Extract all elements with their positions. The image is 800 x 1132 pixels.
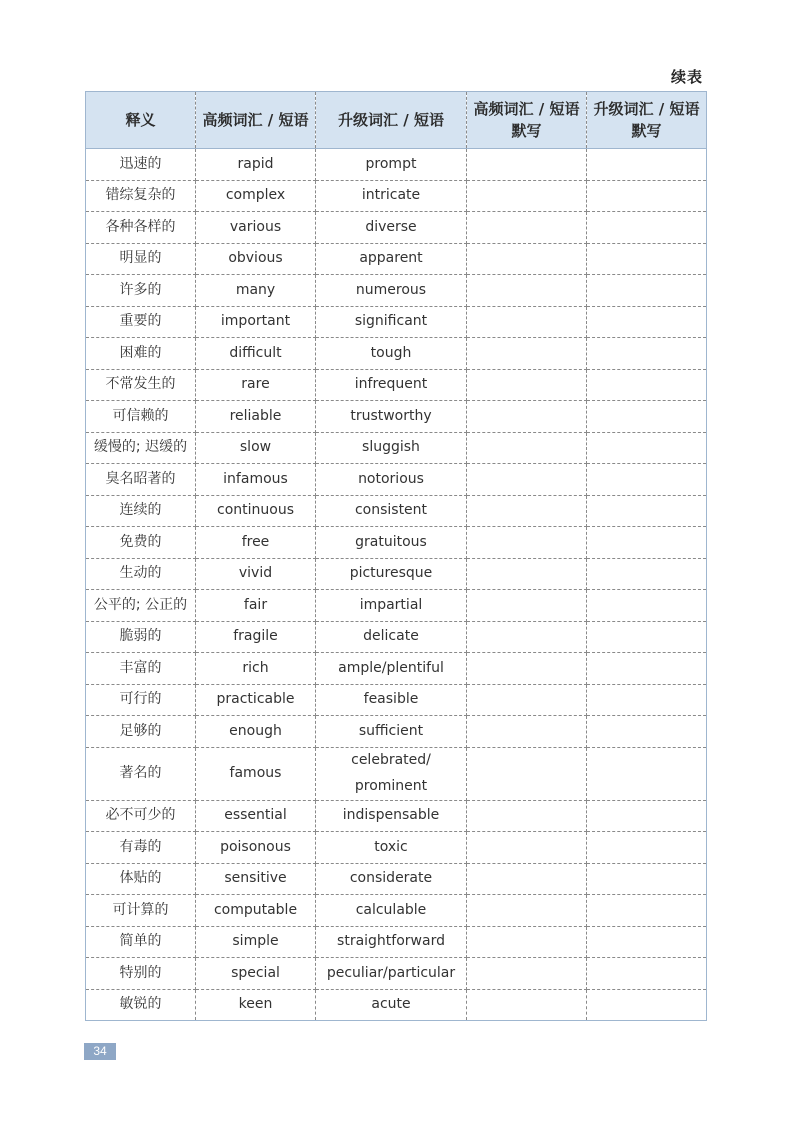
upgrade-cell: tough	[316, 338, 467, 370]
column-header-upgrade-dictation: 升级词汇 / 短语 默写	[587, 92, 707, 149]
high-frequency-cell: infamous	[196, 464, 316, 496]
high-frequency-cell: rare	[196, 369, 316, 401]
upgrade-dictation-cell[interactable]	[587, 464, 707, 496]
high-frequency-cell: practicable	[196, 684, 316, 716]
high-frequency-cell: enough	[196, 716, 316, 748]
vocabulary-table	[85, 91, 707, 1021]
table-row	[86, 989, 707, 1021]
upgrade-dictation-cell[interactable]	[587, 747, 707, 800]
upgrade-cell: ample/plentiful	[316, 653, 467, 685]
table-row	[86, 464, 707, 496]
high-frequency-cell: reliable	[196, 401, 316, 433]
high-frequency-dictation-cell[interactable]	[467, 926, 587, 958]
meaning-cell: 必不可少的	[86, 800, 196, 832]
upgrade-dictation-cell[interactable]	[587, 832, 707, 864]
high-frequency-cell: free	[196, 527, 316, 559]
high-frequency-cell: simple	[196, 926, 316, 958]
high-frequency-dictation-cell[interactable]	[467, 401, 587, 433]
upgrade-dictation-cell[interactable]	[587, 800, 707, 832]
high-frequency-dictation-cell[interactable]	[467, 306, 587, 338]
column-header-upgrade: 升级词汇 / 短语	[316, 92, 467, 149]
meaning-cell: 生动的	[86, 558, 196, 590]
high-frequency-dictation-cell[interactable]	[467, 212, 587, 244]
meaning-cell: 可计算的	[86, 895, 196, 927]
high-frequency-cell: obvious	[196, 243, 316, 275]
upgrade-cell: consistent	[316, 495, 467, 527]
upgrade-dictation-cell[interactable]	[587, 275, 707, 307]
high-frequency-dictation-cell[interactable]	[467, 464, 587, 496]
table-row	[86, 926, 707, 958]
meaning-cell: 敏锐的	[86, 989, 196, 1021]
upgrade-cell: indispensable	[316, 800, 467, 832]
upgrade-cell: celebrated/ prominent	[316, 747, 467, 800]
table-row	[86, 800, 707, 832]
table-header-row	[86, 92, 707, 149]
upgrade-dictation-cell[interactable]	[587, 895, 707, 927]
meaning-cell: 脆弱的	[86, 621, 196, 653]
meaning-cell: 有毒的	[86, 832, 196, 864]
table-row	[86, 432, 707, 464]
high-frequency-dictation-cell[interactable]	[467, 684, 587, 716]
meaning-cell: 足够的	[86, 716, 196, 748]
high-frequency-cell: fragile	[196, 621, 316, 653]
table-body	[86, 149, 707, 1021]
high-frequency-dictation-cell[interactable]	[467, 989, 587, 1021]
high-frequency-cell: famous	[196, 747, 316, 800]
upgrade-dictation-cell[interactable]	[587, 401, 707, 433]
table-row	[86, 716, 707, 748]
table-row	[86, 306, 707, 338]
upgrade-dictation-cell[interactable]	[587, 432, 707, 464]
high-frequency-dictation-cell[interactable]	[467, 863, 587, 895]
table-row	[86, 495, 707, 527]
high-frequency-dictation-cell[interactable]	[467, 495, 587, 527]
upgrade-dictation-cell[interactable]	[587, 863, 707, 895]
upgrade-cell: diverse	[316, 212, 467, 244]
upgrade-dictation-cell[interactable]	[587, 590, 707, 622]
high-frequency-cell: special	[196, 958, 316, 990]
meaning-cell: 特别的	[86, 958, 196, 990]
upgrade-cell: peculiar/particular	[316, 958, 467, 990]
upgrade-cell: significant	[316, 306, 467, 338]
meaning-cell: 许多的	[86, 275, 196, 307]
table-row	[86, 338, 707, 370]
table-row	[86, 149, 707, 181]
high-frequency-cell: poisonous	[196, 832, 316, 864]
upgrade-cell: sufficient	[316, 716, 467, 748]
table-row	[86, 243, 707, 275]
table-row	[86, 747, 707, 800]
continued-label: 续表	[670, 68, 703, 86]
upgrade-cell: infrequent	[316, 369, 467, 401]
upgrade-dictation-cell[interactable]	[587, 958, 707, 990]
upgrade-cell: considerate	[316, 863, 467, 895]
upgrade-dictation-cell[interactable]	[587, 338, 707, 370]
high-frequency-cell: vivid	[196, 558, 316, 590]
upgrade-cell: notorious	[316, 464, 467, 496]
table-row	[86, 621, 707, 653]
high-frequency-cell: sensitive	[196, 863, 316, 895]
page-number: 34	[84, 1043, 116, 1060]
upgrade-dictation-cell[interactable]	[587, 558, 707, 590]
upgrade-dictation-cell[interactable]	[587, 149, 707, 181]
upgrade-cell: picturesque	[316, 558, 467, 590]
meaning-cell: 免费的	[86, 527, 196, 559]
high-frequency-dictation-cell[interactable]	[467, 958, 587, 990]
meaning-cell: 可行的	[86, 684, 196, 716]
high-frequency-cell: rapid	[196, 149, 316, 181]
meaning-cell: 著名的	[86, 747, 196, 800]
high-frequency-cell: essential	[196, 800, 316, 832]
upgrade-cell: acute	[316, 989, 467, 1021]
upgrade-dictation-cell[interactable]	[587, 180, 707, 212]
meaning-cell: 臭名昭著的	[86, 464, 196, 496]
table-row	[86, 558, 707, 590]
high-frequency-dictation-cell[interactable]	[467, 621, 587, 653]
high-frequency-dictation-cell[interactable]	[467, 338, 587, 370]
high-frequency-dictation-cell[interactable]	[467, 747, 587, 800]
high-frequency-cell: fair	[196, 590, 316, 622]
meaning-cell: 可信赖的	[86, 401, 196, 433]
high-frequency-dictation-cell[interactable]	[467, 149, 587, 181]
meaning-cell: 错综复杂的	[86, 180, 196, 212]
column-header-high-frequency-dictation: 高频词汇 / 短语 默写	[467, 92, 587, 149]
table-row	[86, 590, 707, 622]
upgrade-cell: impartial	[316, 590, 467, 622]
table-row	[86, 653, 707, 685]
upgrade-cell: toxic	[316, 832, 467, 864]
high-frequency-cell: keen	[196, 989, 316, 1021]
upgrade-dictation-cell[interactable]	[587, 653, 707, 685]
upgrade-cell: prompt	[316, 149, 467, 181]
meaning-cell: 明显的	[86, 243, 196, 275]
upgrade-cell: sluggish	[316, 432, 467, 464]
table-row	[86, 401, 707, 433]
table-row	[86, 527, 707, 559]
high-frequency-dictation-cell[interactable]	[467, 558, 587, 590]
meaning-cell: 迅速的	[86, 149, 196, 181]
meaning-cell: 体贴的	[86, 863, 196, 895]
upgrade-dictation-cell[interactable]	[587, 212, 707, 244]
table-row	[86, 684, 707, 716]
high-frequency-dictation-cell[interactable]	[467, 832, 587, 864]
meaning-cell: 不常发生的	[86, 369, 196, 401]
upgrade-cell: apparent	[316, 243, 467, 275]
meaning-cell: 缓慢的; 迟缓的	[86, 432, 196, 464]
meaning-cell: 丰富的	[86, 653, 196, 685]
upgrade-dictation-cell[interactable]	[587, 926, 707, 958]
high-frequency-dictation-cell[interactable]	[467, 243, 587, 275]
upgrade-cell: delicate	[316, 621, 467, 653]
table-row	[86, 958, 707, 990]
table-row	[86, 212, 707, 244]
high-frequency-dictation-cell[interactable]	[467, 716, 587, 748]
upgrade-dictation-cell[interactable]	[587, 527, 707, 559]
high-frequency-dictation-cell[interactable]	[467, 590, 587, 622]
high-frequency-dictation-cell[interactable]	[467, 180, 587, 212]
high-frequency-cell: rich	[196, 653, 316, 685]
upgrade-dictation-cell[interactable]	[587, 243, 707, 275]
column-header-high-frequency: 高频词汇 / 短语	[196, 92, 316, 149]
meaning-cell: 简单的	[86, 926, 196, 958]
upgrade-cell: feasible	[316, 684, 467, 716]
upgrade-dictation-cell[interactable]	[587, 621, 707, 653]
high-frequency-cell: computable	[196, 895, 316, 927]
meaning-cell: 困难的	[86, 338, 196, 370]
upgrade-cell: gratuitous	[316, 527, 467, 559]
table-row	[86, 180, 707, 212]
table-row	[86, 895, 707, 927]
high-frequency-cell: various	[196, 212, 316, 244]
meaning-cell: 重要的	[86, 306, 196, 338]
upgrade-dictation-cell[interactable]	[587, 369, 707, 401]
high-frequency-dictation-cell[interactable]	[467, 369, 587, 401]
upgrade-dictation-cell[interactable]	[587, 716, 707, 748]
upgrade-dictation-cell[interactable]	[587, 684, 707, 716]
meaning-cell: 公平的; 公正的	[86, 590, 196, 622]
column-header-meaning: 释义	[86, 92, 196, 149]
upgrade-cell: trustworthy	[316, 401, 467, 433]
upgrade-cell: calculable	[316, 895, 467, 927]
high-frequency-dictation-cell[interactable]	[467, 653, 587, 685]
high-frequency-cell: slow	[196, 432, 316, 464]
high-frequency-dictation-cell[interactable]	[467, 527, 587, 559]
table-row	[86, 863, 707, 895]
upgrade-dictation-cell[interactable]	[587, 989, 707, 1021]
upgrade-cell: intricate	[316, 180, 467, 212]
high-frequency-dictation-cell[interactable]	[467, 800, 587, 832]
upgrade-cell: numerous	[316, 275, 467, 307]
high-frequency-cell: difficult	[196, 338, 316, 370]
high-frequency-cell: many	[196, 275, 316, 307]
table-row	[86, 832, 707, 864]
high-frequency-cell: continuous	[196, 495, 316, 527]
upgrade-dictation-cell[interactable]	[587, 306, 707, 338]
high-frequency-dictation-cell[interactable]	[467, 275, 587, 307]
high-frequency-dictation-cell[interactable]	[467, 895, 587, 927]
high-frequency-dictation-cell[interactable]	[467, 432, 587, 464]
upgrade-dictation-cell[interactable]	[587, 495, 707, 527]
meaning-cell: 连续的	[86, 495, 196, 527]
high-frequency-cell: complex	[196, 180, 316, 212]
high-frequency-cell: important	[196, 306, 316, 338]
table-row	[86, 369, 707, 401]
upgrade-cell: straightforward	[316, 926, 467, 958]
meaning-cell: 各种各样的	[86, 212, 196, 244]
table-row	[86, 275, 707, 307]
